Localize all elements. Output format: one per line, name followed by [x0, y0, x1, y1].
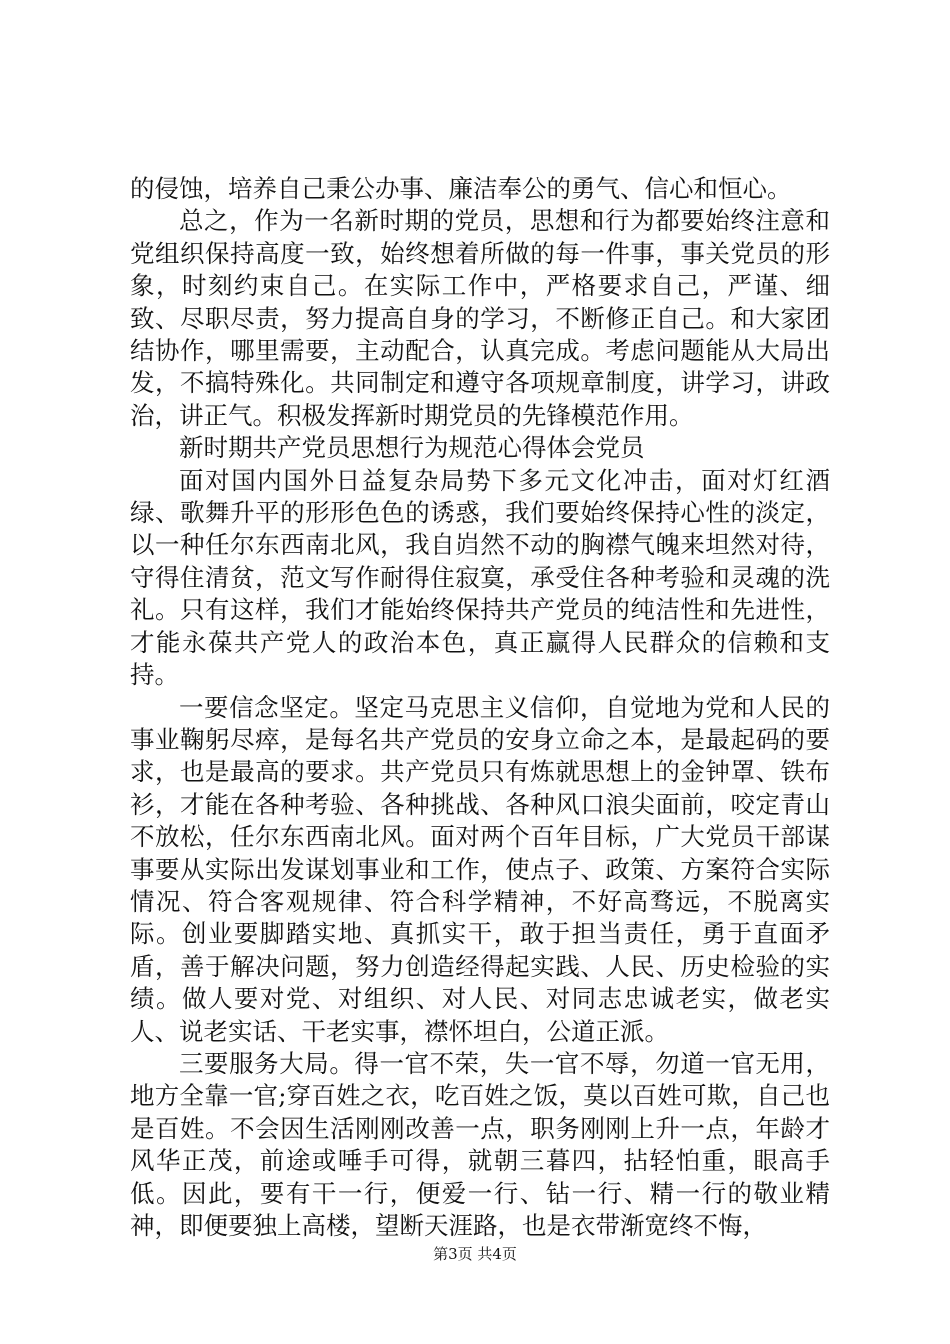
paragraph-continuation: 的侵蚀，培养自己秉公办事、廉洁奉公的勇气、信心和恒心。 [130, 174, 792, 203]
section-heading: 新时期共产党员思想行为规范心得体会党员 [179, 433, 645, 463]
paragraph-point-three: 三要服务大局。得一官不荣，失一官不辱，勿道一官无用，地方全靠一官;穿百姓之衣，吃百姓之饭，莫以百姓可欺，自己也是百姓。不会因生活刚刚改善一点，职务刚刚上升一点，年龄才风华正茂，前途或唾手可得，就朝三暮四，拈轻怕重，眼高手低。因此，要有干一行，便爱一行、钻一行、精一行的敬业精神，即便要独上高楼，望断天涯路，也是衣带渐宽终不悔， [130, 1048, 830, 1240]
document-body [130, 173, 830, 1242]
paragraph-intro: 面对国内国外日益复杂局势下多元文化冲击，面对灯红酒绿、歌舞升平的形形色色的诱惑，我们要始终保持心性的淡定，以一种任尔东西南北风，我自岿然不动的胸襟气魄来坦然对待，守得住清贫，范文写作耐得住寂寞，承受住各种考验和灵魂的洗礼。只有这样，我们才能始终保持共产党员的纯洁性和先进性，才能永葆共产党人的政治本色，真正赢得人民群众的信赖和支持。 [130, 465, 830, 690]
paragraph-summary: 总之，作为一名新时期的党员，思想和行为都要始终注意和党组织保持高度一致，始终想着所做的每一件事，事关党员的形象，时刻约束自己。在实际工作中，严格要求自己，严谨、细致、尽职尽责，努力提高自身的学习，不断修正自己。和大家团结协作，哪里需要，主动配合，认真完成。考虑问题能从大局出发，不搞特殊化。共同制定和遵守各项规章制度，讲学习，讲政治，讲正气。积极发挥新时期党员的先锋模范作用。 [130, 206, 830, 430]
page-number-footer: 第3页 共4页 [433, 1245, 517, 1263]
paragraph-point-one: 一要信念坚定。坚定马克思主义信仰，自觉地为党和人民的事业鞠躬尽瘁，是每名共产党员的安身立命之本，是最起码的要求，也是最高的要求。共产党员只有炼就思想上的金钟罩、铁布衫，才能在各种考验、各种挑战、各种风口浪尖面前，咬定青山不放松，任尔东西南北风。面对两个百年目标，广大党员干部谋事要从实际出发谋划事业和工作，使点子、政策、方案符合实际情况、符合客观规律、符合科学精神，不好高骛远，不脱离实际。创业要脚踏实地、真抓实干，敢于担当责任，勇于直面矛盾，善于解决问题，努力创造经得起实践、人民、历史检验的实绩。做人要对党、对组织、对人民、对同志忠诚老实，做老实人、说老实话、干老实事，襟怀坦白，公道正派。 [130, 692, 830, 1046]
